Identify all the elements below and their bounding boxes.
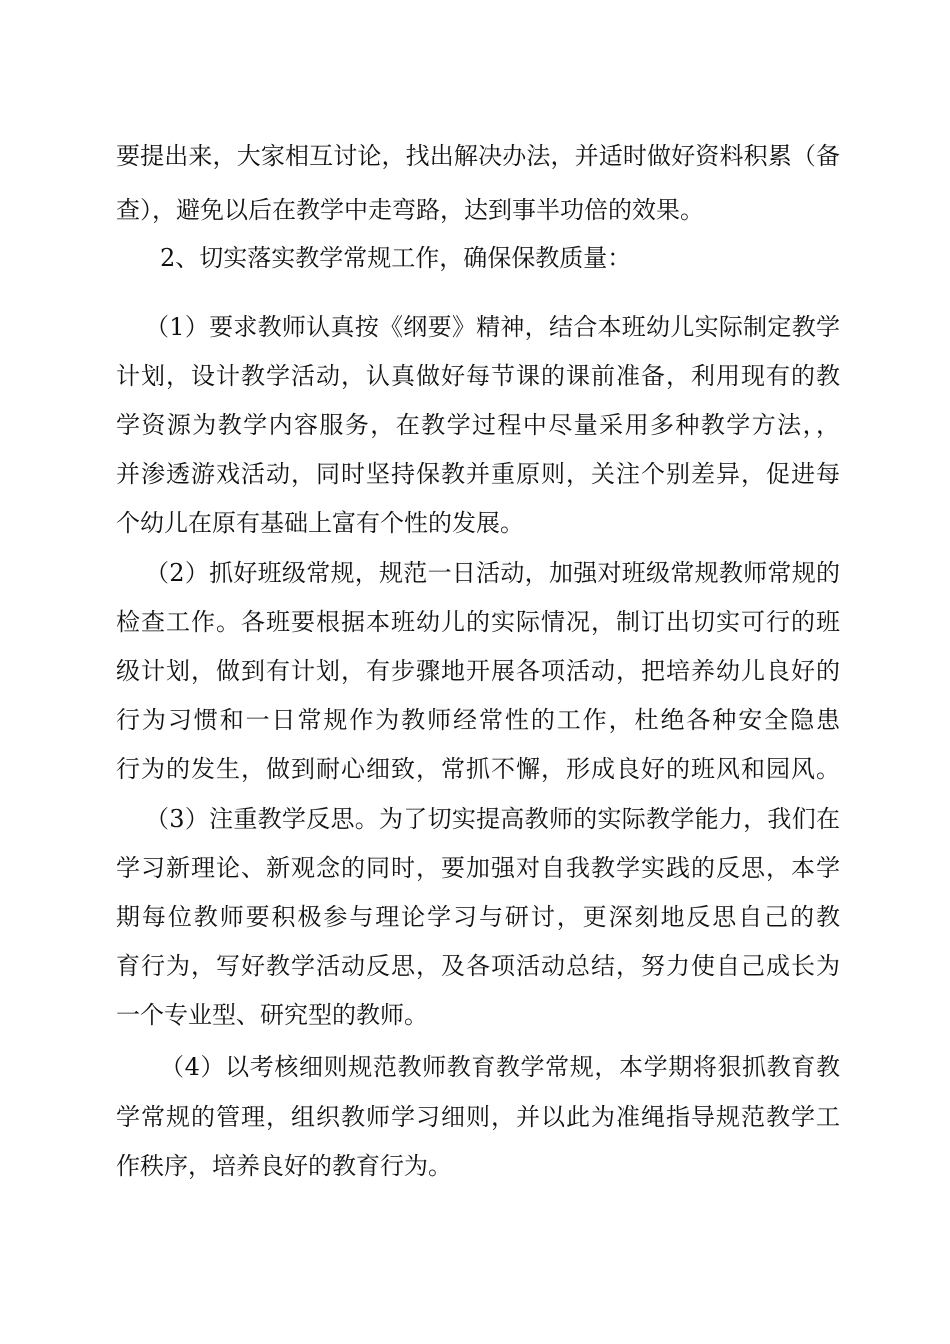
text-line: 学常规的管理，组织教师学习细则，并以此为准绳指导规范教学工 [116, 1103, 840, 1131]
text-line: 期每位教师要积极参与理论学习与研讨，更深刻地反思自己的教 [116, 903, 840, 931]
text-line: 育行为，写好教学活动反思，及各项活动总结，努力使自己成长为 [116, 952, 840, 980]
text-line: 学资源为教学内容服务，在教学过程中尽量采用多种教学方法，， [116, 411, 840, 439]
text-line: 行为习惯和一日常规作为教师经常性的工作，杜绝各种安全隐患 [116, 706, 840, 734]
text-line: （1）要求教师认真按《纲要》精神，结合本班幼儿实际制定教学 [145, 313, 840, 341]
text-line: 要提出来，大家相互讨论，找出解决办法，并适时做好资料积累（备 [116, 142, 840, 170]
text-line: 行为的发生，做到耐心细致，常抓不懈，形成良好的班风和园风。 [116, 755, 840, 783]
text-line: 检查工作。各班要根据本班幼儿的实际情况，制订出切实可行的班 [116, 608, 840, 636]
text-line: （2）抓好班级常规，规范一日活动，加强对班级常规教师常规的 [145, 559, 840, 587]
text-line: 级计划，做到有计划，有步骤地开展各项活动，把培养幼儿良好的 [116, 657, 840, 685]
text-line: 作秩序，培养良好的教育行为。 [116, 1152, 452, 1180]
text-line: 个幼儿在原有基础上富有个性的发展。 [116, 509, 524, 537]
text-line: （4）以考核细则规范教师教育教学常规，本学期将狠抓教育教 [160, 1053, 840, 1081]
section-heading: 2、切实落实教学常规工作，确保保教质量： [160, 244, 632, 272]
text-line: 学习新理论、新观念的同时，要加强对自我教学实践的反思，本学 [116, 854, 840, 882]
text-line: 计划，设计教学活动，认真做好每节课的课前准备，利用现有的教 [116, 362, 840, 390]
text-line: 并渗透游戏活动，同时坚持保教并重原则，关注个别差异，促进每 [116, 460, 840, 488]
text-line: 查），避免以后在教学中走弯路，达到事半功倍的效果。 [116, 196, 704, 224]
text-line: （3）注重教学反思。为了切实提高教师的实际教学能力，我们在 [145, 805, 840, 833]
text-line: 一个专业型、研究型的教师。 [116, 1001, 428, 1029]
